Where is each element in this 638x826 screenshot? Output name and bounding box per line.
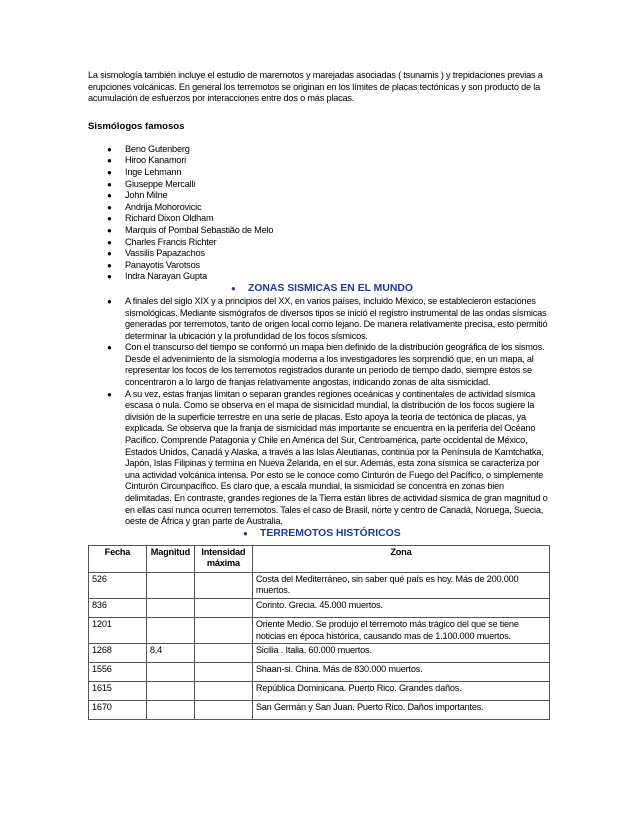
cell-magnitude <box>146 663 194 682</box>
list-item: ● Charles Francis Richter <box>107 236 217 247</box>
bullet-icon: ● <box>107 179 112 189</box>
table-row <box>89 617 550 643</box>
cell-intensity <box>194 572 252 598</box>
table-row <box>89 701 550 720</box>
bullet-icon: ● <box>107 214 112 224</box>
earthquakes-table <box>88 545 550 720</box>
bullet-icon: ● <box>107 225 112 235</box>
document-page <box>88 70 550 720</box>
cell-date: 836 <box>89 598 147 617</box>
cell-zone: República Dominicana. Puerto Rico. Grandes daños. <box>252 682 549 701</box>
bullet-icon: ● <box>107 389 112 399</box>
zones-heading: ● ZONAS SISMICAS EN EL MUNDO <box>231 282 413 294</box>
cell-date: 1556 <box>89 663 147 682</box>
cell-date: 1201 <box>89 617 147 643</box>
table-row <box>89 644 550 663</box>
bullet-icon: ● <box>231 283 236 293</box>
bullet-icon: ● <box>107 144 112 154</box>
zones-list <box>88 296 550 528</box>
column-header-intensity: Intensidad máxima <box>194 545 252 572</box>
list-item: ● Indra Narayan Gupta <box>107 271 208 282</box>
cell-zone: Shaan-si. China. Más de 830.000 muertos. <box>252 663 549 682</box>
bullet-icon: ● <box>107 191 112 201</box>
bullet-icon: ● <box>107 167 112 177</box>
table-row <box>89 598 550 617</box>
list-item: ● Hiroo Kanamori <box>107 155 187 166</box>
list-item: ● A su vez, estas franjas limitan o separan grandes regiones oceánicas y continentales de actividad sísmica escasa o nula. Como se observa en el mapa de sismicidad mundial, la distribución de los focos sugiere la división de la superficie terrestre en una serie de placas. Esto apoya la teoría de tectónica de placas, ya explicada. Se observa que la franja de sismicidad más importante se encuentra en la periferia del Océano Pacífico. Comprende Patagonia y Chile en América del Sur, Centroamérica, parte occidental de México, Estados Unidos, Canadá y Alaska, a través a las Islas Aleutianas, continúa por la Península de Kamtchatka, Japón, Islas Filipinas y termina en Nueva Zelanda, en el sur. Además, esta zona sísmica se caracteriza por una actividad volcánica intensa. Por esto se le conoce como Cinturón de Fuego del Pacífico, o simplemente Cinturón Circunpacífico. Es claro que, a escala mundial, la sismicidad se concentra en zonas bien delimitadas. En contraste, grandes regiones de la Tierra están libres de actividad sísmica de gran magnitud o en ellas casi nunca ocurren terremotos. Tales el caso de Brasil, norte y centro de Canadá, Noruega, Suecia, oeste de África y gran parte de Australia. <box>107 388 548 527</box>
list-item: ● Marquis of Pombal Sebastião de Melo <box>107 224 274 235</box>
list-item: ● A finales del siglo XIX y a principios del XX, en varios países, incluido México, se establecieron estaciones sismológicas. Mediante sismógrafos de diversos tipos se inició el registro instrumental de las ondas sísmicas generadas por terremotos, tanto de origen local como lejano. De manera relativamente precisa, esto permitió determinar la ubicación y la profundidad de los focos sísmicos. <box>107 295 548 341</box>
list-item: ● Richard Dixon Oldham <box>107 213 214 224</box>
table-header-row <box>89 545 550 572</box>
cell-date: 1615 <box>89 682 147 701</box>
seismologists-heading: Sismólogos famosos <box>88 120 185 132</box>
cell-magnitude <box>146 572 194 598</box>
cell-zone: Sicilia . Italia. 60.000 muertos. <box>252 644 549 663</box>
cell-magnitude <box>146 682 194 701</box>
bullet-icon: ● <box>107 260 112 270</box>
list-item: ● John Milne <box>107 190 168 201</box>
bullet-icon: ● <box>107 296 112 306</box>
table-row <box>89 663 550 682</box>
list-item: ● Con el transcurso del tiempo se conformó un mapa bien definido de la distribución geográfica de los sismos. Desde el advenimiento de la sismología moderna a los investigadores les sorprendió que, en un mapa, al representar los focos de los terremotos registrados durante un periodo de tiempo dado, siempre éstos se concentraron a lo largo de franjas relativamente angostas, indicando zonas de alta sismicidad. <box>107 342 545 388</box>
table-row <box>89 572 550 598</box>
cell-intensity <box>194 682 252 701</box>
cell-zone: Corinto. Grecia. 45.000 muertos. <box>252 598 549 617</box>
list-item: ● Panayotis Varotsos <box>107 259 200 270</box>
cell-magnitude <box>146 701 194 720</box>
list-item: ● Inge Lehmann <box>107 166 182 177</box>
list-item: ● Vassilis Papazachos <box>107 248 205 259</box>
bullet-icon: ● <box>243 528 248 538</box>
cell-magnitude <box>146 617 194 643</box>
column-header-zone: Zona <box>252 545 549 572</box>
table-row <box>89 682 550 701</box>
cell-zone: Costa del Mediterráneo, sin saber qué país es hoy. Más de 200.000 muertos. <box>252 572 549 598</box>
list-item: ● Giuseppe Mercalli <box>107 178 196 189</box>
bullet-icon: ● <box>107 343 112 353</box>
cell-magnitude: 8,4 <box>146 644 194 663</box>
cell-date: 1268 <box>89 644 147 663</box>
column-header-date: Fecha <box>89 545 147 572</box>
intro-paragraph: La sismología también incluye el estudio de maremotos y marejadas asociadas ( tsunamis ) y trepidaciones previas a erupciones volcánicas. En general los terremotos se originan en los límites de placas tectónicas y son producto de la acumulación de esfuerzos por interacciones entre dos o más placas. <box>88 70 543 104</box>
cell-magnitude <box>146 598 194 617</box>
seismologists-list <box>88 144 550 283</box>
cell-intensity <box>194 663 252 682</box>
bullet-icon: ● <box>107 156 112 166</box>
history-heading: ● TERREMOTOS HISTÓRICOS <box>243 527 401 539</box>
cell-date: 526 <box>89 572 147 598</box>
cell-intensity <box>194 644 252 663</box>
bullet-icon: ● <box>107 249 112 259</box>
cell-intensity <box>194 617 252 643</box>
cell-intensity <box>194 701 252 720</box>
bullet-icon: ● <box>107 272 112 282</box>
list-item: ● Andrija Mohorovicic <box>107 201 202 212</box>
bullet-icon: ● <box>107 202 112 212</box>
column-header-magnitude: Magnitud <box>146 545 194 572</box>
cell-date: 1670 <box>89 701 147 720</box>
bullet-icon: ● <box>107 237 112 247</box>
cell-zone: San Germán y San Juan. Puerto Rico. Daños importantes. <box>252 701 549 720</box>
cell-zone: Oriente Medio. Se produjo el terremoto más trágico del que se tiene noticias en época histórica, causando mas de 1.100.000 muertos. <box>252 617 549 643</box>
list-item: ● Beno Gutenberg <box>107 143 190 154</box>
cell-intensity <box>194 598 252 617</box>
